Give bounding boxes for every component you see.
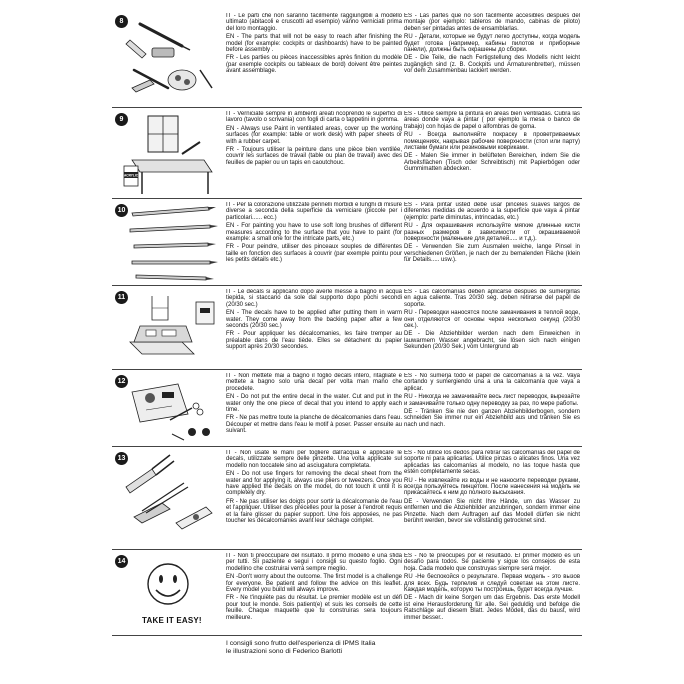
text-column-right (404, 289, 580, 368)
text-de: DE - Verwenden Sie nicht Ihre Hände, um das Wasser zu entfernen und die Abziehbilder anzubringen, sondern immer eine Pinzette. Nach dem Auftragen auf das Modell dürfen sie nicht berührt werden, bevor sie vollständig getrocknet sind. (404, 498, 580, 525)
step-number: 8 (115, 15, 128, 28)
text-es: ES - Utilice siempre la pintura en áreas bien ventiladas. Cubra las áreas donde vaya a pintar ( por ejemplo la mesa o banco de trabajo) con hojas de papel o alfombras de goma. (404, 111, 580, 130)
text-es: ES - No sumerja todo el papel de calcomanías a la vez. Vaya cortando y sumergiendo una a una la calcomanía que vaya a aplicar. (404, 373, 580, 392)
text-column-left (226, 13, 402, 105)
text-ru: RU - Переводки наносятся после замачивания в теплой воде, они отделяются от основы через несколько секунд (20/30 сек.). (404, 310, 580, 330)
text-it: IT - Le decals si applicano dopo averle messe a bagno in acqua tiepida, si staccano da sole dal supporto dopo pochi secondi (20/30 sec.) (226, 289, 402, 308)
footer-line-2: le illustrazioni sono di Federico Barlotti (226, 648, 342, 655)
brushes-illustration (112, 199, 224, 286)
text-it: IT - Non ti preoccupare del risultato. Il primo modello è una sfida per tutti. Sii paziente e segui i consigli su questo foglio. Ogni modellino che costruirai verrà sempre meglio. (226, 553, 402, 572)
text-column-left (226, 450, 402, 548)
text-column-left (226, 111, 402, 197)
cut-decal-illustration (112, 370, 224, 447)
step-14 (112, 549, 582, 636)
text-fr: FR - Pour appliquer les décalcomanies, les faire tremper au préalable dans de l'eau tiède. Elles se détachent du papier support après 20/30 secondes. (226, 331, 402, 351)
step-12 (112, 369, 582, 447)
text-en: EN -Don't worry about the outcome. The first model is a challenge for everyone. Be patient and follow the advice on this leaflet. Every model you build will always improve. (226, 574, 402, 594)
text-ru: RU - Всегда выполняйте покраску в проветриваемых помещениях, накрывая рабочие поверхности (стол или парту) листами бумаги или резиновыми ковриками. (404, 132, 580, 152)
text-de: DE - Verwenden Sie zum Ausmalen weiche, lange Pinsel in verschiedenen Größen, je nach der zu bemalenden Fläche (klein für Details..... usw.). (404, 244, 580, 264)
text-column-right (404, 111, 580, 197)
ventilated-room-illustration (112, 108, 224, 199)
step-number: 9 (115, 113, 128, 126)
text-ru: RU - Никогда не замачивайте весь лист переводок, вырезайте и замачивайте только одну переводку за раз, по мере работы. (404, 394, 580, 407)
text-de: DE - Die Abziehbilder werden nach dem Einweichen in lauwarmem Wasser angebracht, sie lösen sich nach einigen Sekunden (20/30 Sek.) vom Untergrund ab (404, 331, 580, 351)
instruction-page (112, 10, 582, 678)
text-fr: FR - Toujours utiliser la peinture dans une pièce bien ventilée, couvrir les surfaces de travail (table ou plan de travail) avec des feuilles de papier ou un tapis en caoutchouc. (226, 147, 402, 166)
smiley-face-icon (148, 564, 188, 604)
text-it: IT - Verniciate sempre in ambienti areati ricoprendo le superfici di lavoro (tavolo o scrivania) con fogli di carta o tappetini in gomma. (226, 111, 402, 124)
text-es: ES - Las partes que no son fácilmente accesibles después del montaje (por ejemplo: tableros de mando, cabinas de piloto) deben ser pintadas antes de ensamblarlas. (404, 13, 580, 32)
text-it: IT - Non usate le mani per togliere dall'acqua e applicare le decals, utilizzate sempre delle pinzette. Una volta applicate sul modello non toccatele sino ad asciugatura completata. (226, 450, 402, 469)
text-ru: RU - Детали, которые не будут легко доступны, когда модель будет готова (например, кабины пилотов и приборные панели), должны быть окрашены до сборки. (404, 34, 580, 54)
footer-line-1: I consigli sono frutto dell'esperienza di IPMS Italia (226, 640, 376, 647)
text-en: EN - Always use Paint in ventilated areas, cover up the working surfaces (for example: table or work desk) with paper sheets or with a rubber carpet. (226, 125, 402, 145)
step-13 (112, 446, 582, 550)
step-number: 10 (115, 204, 128, 217)
text-de: DE - Die Teile, die nach Fertigstellung des Modells nicht leicht zugänglich sind (z. B. Cockpits und Armaturenbretter), müssen vor dem Zusammenbau lackiert werden. (404, 55, 580, 75)
text-column-right (404, 450, 580, 548)
step-number: 13 (115, 452, 128, 465)
text-fr: FR - Pour peindre, utiliser des pinceaux souples de différentes taille en fonction des surfaces à couvrir (par exemple pointu pour les petits détails etc.) (226, 244, 402, 264)
acrylic-label: ACRYLIC (123, 173, 139, 178)
take-it-easy-slogan: TAKE IT EASY! (142, 616, 202, 625)
text-ru: RU - Не извлекайте из воды и не наносите переводки руками, всегда пользуйтесь пинцетом. После нанесения на модель не прикасайтесь к ним до полного высыхания. (404, 477, 580, 497)
text-it: IT - Non mettete mai a bagno il foglio decals intero, ritagliate e mettete a bagno solo una decal per volta man mano che procedete. (226, 373, 402, 392)
text-ru: RU - Для окрашивания используйте мягкие длинные кисти разных размеров в зависимости от окрашиваемой поверхности (маленькие для деталей..... и т.д.). (404, 223, 580, 243)
text-fr: FR - Les parties ou pièces inaccessibles après finition du modèle (par exemple cockpits ou tableaux de bord) doivent être peintes avant assemblage. (226, 55, 402, 75)
step-10 (112, 198, 582, 286)
text-column-left (226, 373, 402, 445)
decal-water-illustration (112, 286, 224, 370)
text-en: EN - Do not put the entire decal in the water. Cut and put in the water only the one piece of decal that you intend to apply each time. (226, 394, 402, 414)
text-en: EN - The decals have to be applied after putting them in warm water. They come away from the backing paper after a few seconds (20/30 sec.) (226, 310, 402, 330)
text-ru: RU -Не беспокойся о результате. Первая модель - это вызов для всех. Будь терпелив и следуй советам на этом листе. Каждая модель, которую ты построишь, будет всегда лучше. (404, 574, 580, 594)
step-9 (112, 107, 582, 199)
text-en: EN - Do not use fingers for removing the decal sheet from the water and for applying it, always use pliers or tweezers. Once you have applied the decals on the model, do not touch it until it is completely dry. (226, 471, 402, 497)
text-en: EN - For painting you have to use soft long brushes of different measures according to the surface that you have to paint (for example: a small one for the intricate parts, etc.) (226, 223, 402, 243)
footer-divider (112, 635, 582, 636)
text-de: DE - Malen Sie immer in belüfteten Bereichen, indem Sie die Arbeitsflächen (Tisch oder Schreibtisch) mit Papierbögen oder Gummimatten abdecken. (404, 153, 580, 173)
step-8 (112, 10, 582, 107)
text-column-left (226, 553, 402, 634)
paint-parts-illustration (112, 10, 224, 107)
text-column-left (226, 202, 402, 284)
step-number: 11 (115, 291, 128, 304)
text-column-right (404, 202, 580, 284)
text-es: ES - No te preocupes por el resultado. El primer modelo es un desafío para todos. Sé paciente y sigue los consejos de esta hoja. Cada modelo que construyas siempre será mejor. (404, 553, 580, 572)
text-fr: FR - Ne pas mettre toute la planche de décalcomanies dans l'eau. Découper et mettre dans l'eau le motif à poser. Passer ensuite au suivant. (226, 415, 402, 435)
text-column-right (404, 13, 580, 105)
step-number: 14 (115, 555, 128, 568)
text-fr: FR - Ne pas utiliser les doigts pour sortir la décalcomanie de l'eau et l'appliquer. Utiliser des précelles pour la poser à l'endroit requis et la faire glisser du papier support. Une fois apposées, ne pas toucher les décalcomanies avant leur séchage complet. (226, 498, 402, 525)
step-11 (112, 285, 582, 370)
tweezers-illustration (112, 447, 224, 550)
text-column-right (404, 553, 580, 634)
step-number: 12 (115, 375, 128, 388)
text-en: EN - The parts that will not be easy to reach after finishing the model (for example: cockpits or dashboards) have to be painted before assembly . (226, 34, 402, 54)
footer-credits (226, 640, 375, 656)
text-es: ES - Para pintar usted debe usar pinceles suaves largos de diferentes medidas de acuerdo a la superficie que vaya a pintar (ejemplo: parte diminutas, intrincadas, etc.) (404, 202, 580, 221)
text-column-right (404, 373, 580, 445)
text-it: IT - Per la colorazione utilizzate pennelli morbidi e lunghi di misure diverse a seconda della superficie da verniciare (piccole per i particolari...... ecc.) (226, 202, 402, 221)
text-de: DE - Tränken Sie nie den ganzen Abziehbilderbogen, sondern schneiden Sie immer nur ein Abziehbild aus und tränken Sie es nach und nach. (404, 409, 580, 428)
text-column-left (226, 289, 402, 368)
text-es: ES - No utilice los dedos para retirar las calcomanías del papel de soporte ni para aplicarlas. Utilice pinzas o alicates finos. Una vez aplicadas las calcomanías al modelo, no las toque hasta que estén completamente secas. (404, 450, 580, 476)
text-es: ES - Las calcomanías deben aplicarse después de sumergirlas en agua caliente. Tras 20/30 seg. deben retirarse del papel de soporte. (404, 289, 580, 308)
text-de: DE - Mach dir keine Sorgen um das Ergebnis. Das erste Modell ist eine Herausforderung für alle. Sei geduldig und befolge die Ratschläge auf diesem Blatt. Jedes Modell, das du baust, wird immer besser.. (404, 595, 580, 621)
text-fr: FR - Ne t'inquiète pas du résultat. Le premier modèle est un défi pour tout le monde. Sois patient(e) et suis les conseils de cette feuille. Chaque maquette que tu construiras sera toujours meilleure. (226, 595, 402, 621)
text-it: IT - Le parti che non saranno facilmente raggiungibili a modello ultimato (abitacoli e cruscotti ad esempio) vanno verniciati prima del loro montaggio. (226, 13, 402, 32)
